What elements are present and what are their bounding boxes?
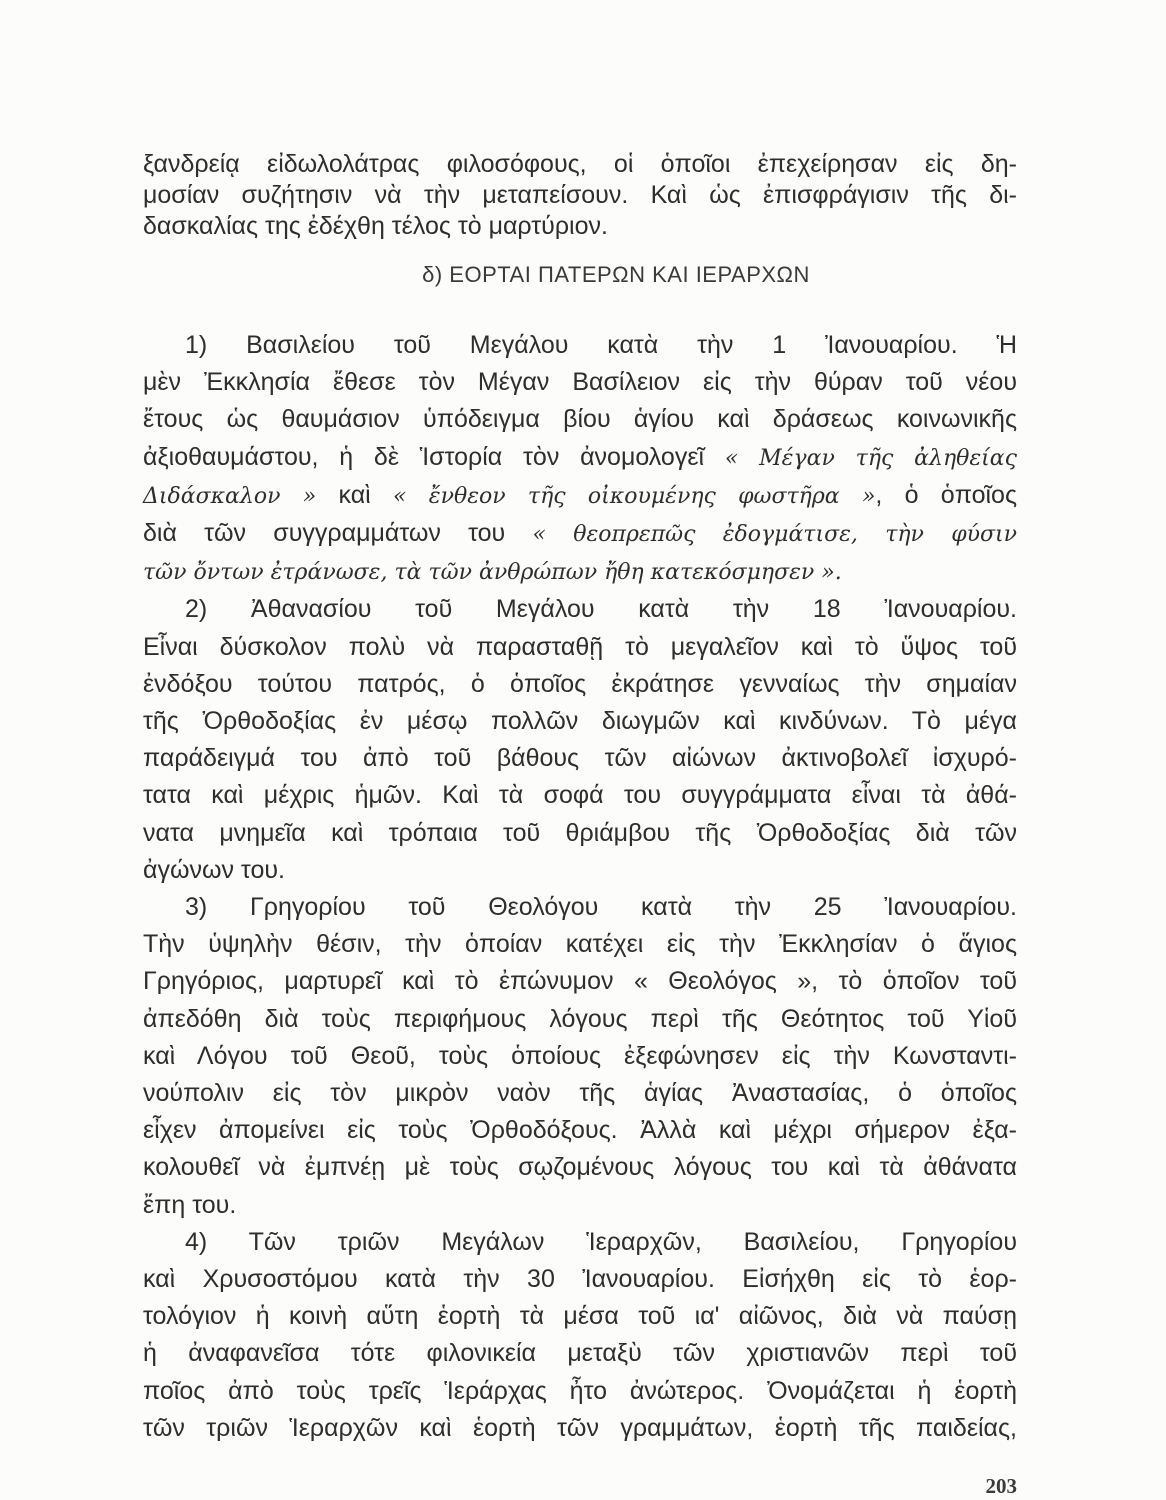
text-line	[143, 553, 1017, 591]
text-segment: ἀξιοθαυμάστου, ἡ δὲ Ἱστορία τὸν ἀνομολογεῖ	[143, 442, 725, 471]
text-segment: τολόγιον ἡ κοινὴ αὕτη ἑορτὴ τὰ μέσα τοῦ ια' αἰῶνος, διὰ νὰ παύσῃ	[143, 1302, 1017, 1331]
text-segment: τῶν τριῶν Ἱεραρχῶν καὶ ἑορτὴ τῶν γραμμάτων, ἑορτὴ τῆς παιδείας,	[143, 1413, 1017, 1442]
text-segment: εἶχεν ἀπομείνει εἰς τοὺς Ὀρθοδόξους. Ἀλλὰ καὶ μέχρι σήμερον ἐξα-	[143, 1116, 1017, 1145]
feast-list	[143, 327, 1017, 1447]
text-segment: ξανδρείᾳ εἰδωλολάτρας φιλοσόφους, οἱ ὁποῖοι ἐπεχείρησαν εἰς δη-	[143, 150, 1017, 178]
text-segment: ἀπεδόθη διὰ τοὺς περιφήμους λόγους περὶ τῆς Θεότητος τοῦ Υἱοῦ	[143, 1004, 1017, 1033]
text-line	[143, 439, 1017, 477]
text-line	[143, 740, 1017, 777]
text-segment: 3) Γρηγορίου τοῦ Θεολόγου κατὰ τὴν 25 Ἰανουαρίου.	[185, 893, 1017, 922]
text-segment: 4) Τῶν τριῶν Μεγάλων Ἱεραρχῶν, Βασιλείου, Γρηγορίου	[185, 1227, 1017, 1256]
text-segment: ἔπη του.	[143, 1190, 237, 1219]
text-line	[143, 815, 1017, 852]
text-line	[143, 963, 1017, 1000]
quotation-italic: Διδάσκαλον »	[143, 483, 317, 509]
text-segment: Τὴν ὑψηλὴν θέσιν, τὴν ὁποίαν κατέχει εἰς τὴν Ἐκκλησίαν ὁ ἅγιος	[143, 930, 1017, 959]
text-segment: ποῖος ἀπὸ τοὺς τρεῖς Ἱεράρχας ἦτο ἀνώτερος. Ὀνομάζεται ἡ ἑορτὴ	[143, 1376, 1017, 1405]
text-line	[143, 515, 1017, 553]
text-line	[143, 1075, 1017, 1112]
quotation-italic: « θεοπρεπῶς ἐδογμάτισε, τὴν φύσιν	[532, 522, 1017, 548]
text-line	[143, 629, 1017, 666]
text-segment: Εἶναι δύσκολον πολὺ νὰ παρασταθῇ τὸ μεγαλεῖον καὶ τὸ ὕψος τοῦ	[143, 632, 1017, 661]
text-segment: 2) Ἀθανασίου τοῦ Μεγάλου κατὰ τὴν 18 Ἰανουαρίου.	[185, 595, 1017, 624]
text-segment: μοσίαν συζήτησιν νὰ τὴν μεταπείσουν. Καὶ ὡς ἐπισφράγισιν τῆς δι-	[143, 181, 1017, 209]
text-segment: καὶ Λόγου τοῦ Θεοῦ, τοὺς ὁποίους ἐξεφώνησεν εἰς τὴν Κωνσταντι-	[143, 1041, 1017, 1070]
text-line	[143, 1112, 1017, 1149]
text-line	[143, 149, 1017, 180]
text-segment: μὲν Ἐκκλησία ἔθεσε τὸν Μέγαν Βασίλειον εἰς τὴν θύραν τοῦ νέου	[143, 368, 1017, 397]
text-segment: κολουθεῖ νὰ ἐμπνέῃ μὲ τοὺς σῳζομένους λόγους του καὶ τὰ ἀθάνατα	[143, 1153, 1017, 1182]
text-line	[143, 364, 1017, 401]
text-segment: δασκαλίας της ἐδέχθη τέλος τὸ μαρτύριον.	[143, 212, 608, 240]
text-line	[143, 1261, 1017, 1298]
text-line	[143, 327, 1017, 364]
text-line	[143, 852, 1017, 889]
text-segment: τατα καὶ μέχρις ἡμῶν. Καὶ τὰ σοφά του συγγράμματα εἶναι τὰ ἀθά-	[143, 781, 1017, 810]
quotation-italic: « ἔνθεον τῆς οἰκουμένης φωστῆρα »	[393, 483, 876, 509]
text-line	[143, 666, 1017, 703]
text-line	[143, 591, 1017, 628]
text-segment: νατα μνημεῖα καὶ τρόπαια τοῦ θριάμβου τῆς Ὀρθοδοξίας διὰ τῶν	[143, 818, 1017, 847]
text-line	[143, 926, 1017, 963]
text-line	[143, 1373, 1017, 1410]
text-segment: καὶ	[316, 480, 393, 509]
text-line	[143, 1410, 1017, 1447]
text-segment: τῆς Ὀρθοδοξίας ἐν μέσῳ πολλῶν διωγμῶν καὶ κινδύνων. Τὸ μέγα	[143, 707, 1017, 736]
text-segment: νούπολιν εἰς τὸν μικρὸν ναὸν τῆς ἁγίας Ἀναστασίας, ὁ ὁποῖος	[143, 1079, 1017, 1108]
text-segment: ἐνδόξου τούτου πατρός, ὁ ὁποῖος ἐκράτησε γενναίως τὴν σημαίαν	[143, 669, 1017, 698]
text-line	[143, 889, 1017, 926]
text-segment: παράδειγμά του ἀπὸ τοῦ βάθους τῶν αἰώνων ἀκτινοβολεῖ ἰσχυρό-	[143, 744, 1017, 773]
feast-paragraph	[143, 1224, 1017, 1447]
text-line	[143, 703, 1017, 740]
text-segment: διὰ τῶν συγγραμμάτων του	[143, 519, 533, 548]
text-segment: ἔτους ὡς θαυμάσιον ὑπόδειγμα βίου ἁγίου καὶ δράσεως κοινωνικῆς	[143, 405, 1017, 434]
text-segment: καὶ Χρυσοστόμου κατὰ τὴν 30 Ἰανουαρίου. Εἰσήχθη εἰς τὸ ἑορ-	[143, 1265, 1017, 1294]
text-line	[143, 1298, 1017, 1335]
continued-paragraph	[143, 149, 1017, 242]
feast-paragraph	[143, 889, 1017, 1224]
feast-paragraph	[143, 327, 1017, 591]
page-number: 203	[985, 1474, 1017, 1498]
text-line	[143, 1224, 1017, 1261]
text-line	[143, 477, 1017, 515]
text-segment: ἡ ἀναφανεῖσα τότε φιλονικεία μεταξὺ τῶν χριστιανῶν περὶ τοῦ	[143, 1339, 1017, 1368]
text-line	[143, 1001, 1017, 1038]
text-line	[143, 1335, 1017, 1372]
text-line	[143, 401, 1017, 438]
text-segment: 1) Βασιλείου τοῦ Μεγάλου κατὰ τὴν 1 Ἰανουαρίου. Ἡ	[185, 331, 1017, 359]
text-line	[143, 777, 1017, 814]
quotation-italic: τῶν ὄντων ἐτράνωσε, τὰ τῶν ἀνθρώπων ἤθη κατεκόσμησεν ».	[143, 560, 842, 586]
text-line	[143, 1149, 1017, 1186]
feast-paragraph	[143, 591, 1017, 889]
quotation-italic: « Μέγαν τῆς ἀληθείας	[724, 445, 1017, 471]
section-heading: δ) ΕΟΡΤΑΙ ΠΑΤΕΡΩΝ ΚΑΙ ΙΕΡΑΡΧΩΝ	[422, 262, 810, 287]
text-segment: Γρηγόριος, μαρτυρεῖ καὶ τὸ ἐπώνυμον « Θεολόγος », τὸ ὁποῖον τοῦ	[143, 967, 1017, 996]
text-line	[143, 180, 1017, 211]
text-segment: ἀγώνων του.	[143, 855, 285, 884]
text-line	[143, 1038, 1017, 1075]
text-segment: , ὁ ὁποῖος	[875, 480, 1018, 509]
text-line	[143, 1187, 1017, 1224]
text-line	[143, 211, 1017, 242]
